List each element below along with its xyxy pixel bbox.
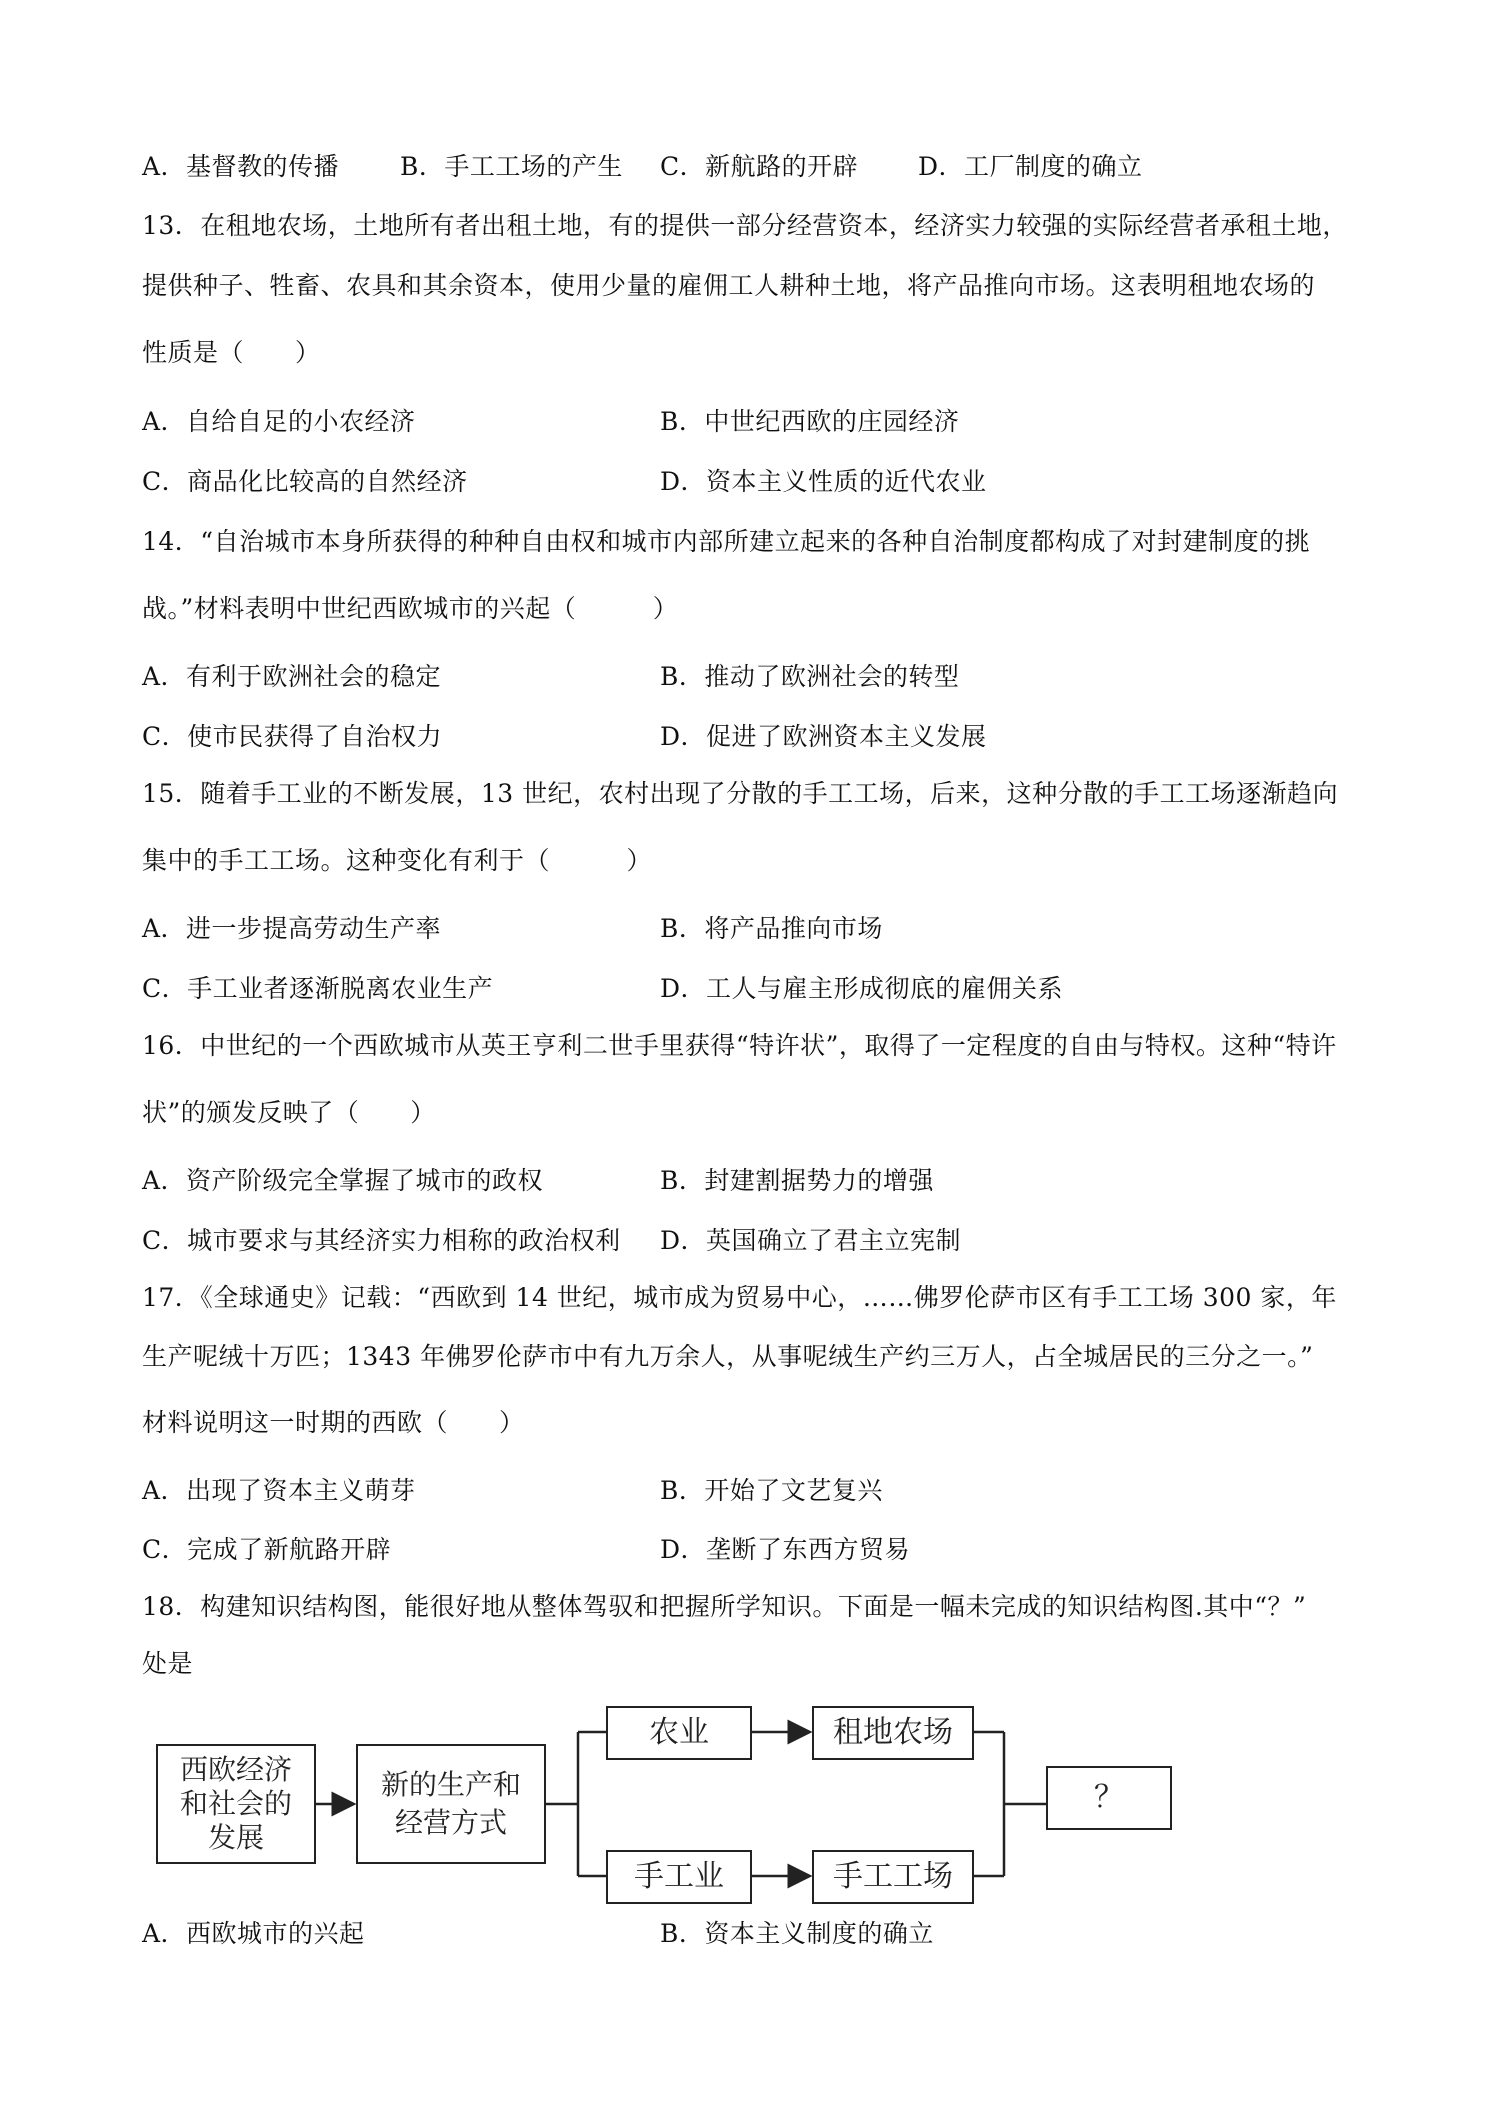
q17-option-b: B．开始了文艺复兴 bbox=[660, 1476, 883, 1505]
q14-option-c: C．使市民获得了自治权力 bbox=[142, 722, 443, 751]
q18-option-a: A．西欧城市的兴起 bbox=[142, 1919, 365, 1948]
q14-stem-line-1: 14．“自治城市本身所获得的种种自由权和城市内部所建立起来的各种自治制度都构成了对封建制度的挑 bbox=[142, 527, 1311, 556]
q13-stem-line-3: 性质是（ ） bbox=[142, 338, 321, 367]
q15-stem-line-1: 15．随着手工业的不断发展，13 世纪，农村出现了分散的手工工场，后来，这种分散的手工工场逐渐趋向 bbox=[142, 779, 1339, 808]
q12-option-c: C．新航路的开辟 bbox=[660, 152, 859, 181]
q16-stem-line-1: 16．中世纪的一个西欧城市从英王亨利二世手里获得“特许状”，取得了一定程度的自由与特权。这种“特许 bbox=[142, 1031, 1337, 1060]
q15-option-a: A．进一步提高劳动生产率 bbox=[142, 914, 442, 943]
q18-stem-line-2: 处是 bbox=[142, 1649, 194, 1678]
q16-option-b: B．封建割据势力的增强 bbox=[660, 1166, 934, 1195]
q13-stem-line-1: 13．在租地农场，土地所有者出租土地，有的提供一部分经营资本，经济实力较强的实际经营者承租土地， bbox=[142, 211, 1348, 240]
box-new-production-modes: 新的生产和 经营方式 bbox=[356, 1744, 546, 1864]
q14-option-b: B．推动了欧洲社会的转型 bbox=[660, 662, 960, 691]
q18-option-b: B．资本主义制度的确立 bbox=[660, 1919, 934, 1948]
q17-stem-line-3: 材料说明这一时期的西欧（ ） bbox=[142, 1408, 525, 1437]
box-western-europe-development: 西欧经济 和社会的 发展 bbox=[156, 1744, 316, 1864]
q16-option-a: A．资产阶级完全掌握了城市的政权 bbox=[142, 1166, 544, 1195]
q17-stem-line-2: 生产呢绒十万匹；1343 年佛罗伦萨市中有九万余人，从事呢绒生产约三万人，占全城居民的三分之一。” bbox=[142, 1342, 1314, 1371]
q14-option-a: A．有利于欧洲社会的稳定 bbox=[142, 662, 442, 691]
q17-option-d: D．垄断了东西方贸易 bbox=[660, 1535, 911, 1564]
q17-option-a: A．出现了资本主义萌芽 bbox=[142, 1476, 416, 1505]
q12-option-a: A．基督教的传播 bbox=[142, 152, 340, 181]
q16-option-c: C．城市要求与其经济实力相称的政治权利 bbox=[142, 1226, 621, 1255]
q14-option-d: D．促进了欧洲资本主义发展 bbox=[660, 722, 987, 751]
q12-option-b: B．手工工场的产生 bbox=[400, 152, 623, 181]
q15-option-d: D．工人与雇主形成彻底的雇佣关系 bbox=[660, 974, 1064, 1003]
q13-option-b: B．中世纪西欧的庄园经济 bbox=[660, 407, 960, 436]
box-question-mark: ？ bbox=[1046, 1766, 1172, 1830]
q13-option-d: D．资本主义性质的近代农业 bbox=[660, 467, 987, 496]
q15-option-b: B．将产品推向市场 bbox=[660, 914, 883, 943]
q16-stem-line-2: 状”的颁发反映了（ ） bbox=[142, 1098, 436, 1127]
q13-option-a: A．自给自足的小农经济 bbox=[142, 407, 416, 436]
q14-stem-line-2: 战。”材料表明中世纪西欧城市的兴起（ ） bbox=[142, 594, 679, 623]
box-workshop: 手工工场 bbox=[812, 1850, 974, 1904]
q15-stem-line-2: 集中的手工工场。这种变化有利于（ ） bbox=[142, 846, 653, 875]
q16-option-d: D．英国确立了君主立宪制 bbox=[660, 1226, 962, 1255]
q17-stem-line-1: 17．《全球通史》记载：“西欧到 14 世纪，城市成为贸易中心，……佛罗伦萨市区有手工工场 300 家，年 bbox=[142, 1283, 1337, 1312]
q12-option-d: D．工厂制度的确立 bbox=[918, 152, 1143, 181]
q15-option-c: C．手工业者逐渐脱离农业生产 bbox=[142, 974, 494, 1003]
q13-stem-line-2: 提供种子、牲畜、农具和其余资本，使用少量的雇佣工人耕种土地，将产品推向市场。这表明租地农场的 bbox=[142, 271, 1316, 300]
q17-option-c: C．完成了新航路开辟 bbox=[142, 1535, 392, 1564]
box-agriculture: 农业 bbox=[606, 1706, 752, 1760]
q13-option-c: C．商品化比较高的自然经济 bbox=[142, 467, 468, 496]
box-handicraft: 手工业 bbox=[606, 1850, 752, 1904]
knowledge-structure-diagram bbox=[142, 1702, 1182, 1902]
q18-stem-line-1: 18．构建知识结构图，能很好地从整体驾驭和把握所学知识。下面是一幅未完成的知识结构图.其中“？” bbox=[142, 1592, 1307, 1621]
box-leased-farm: 租地农场 bbox=[812, 1706, 974, 1760]
